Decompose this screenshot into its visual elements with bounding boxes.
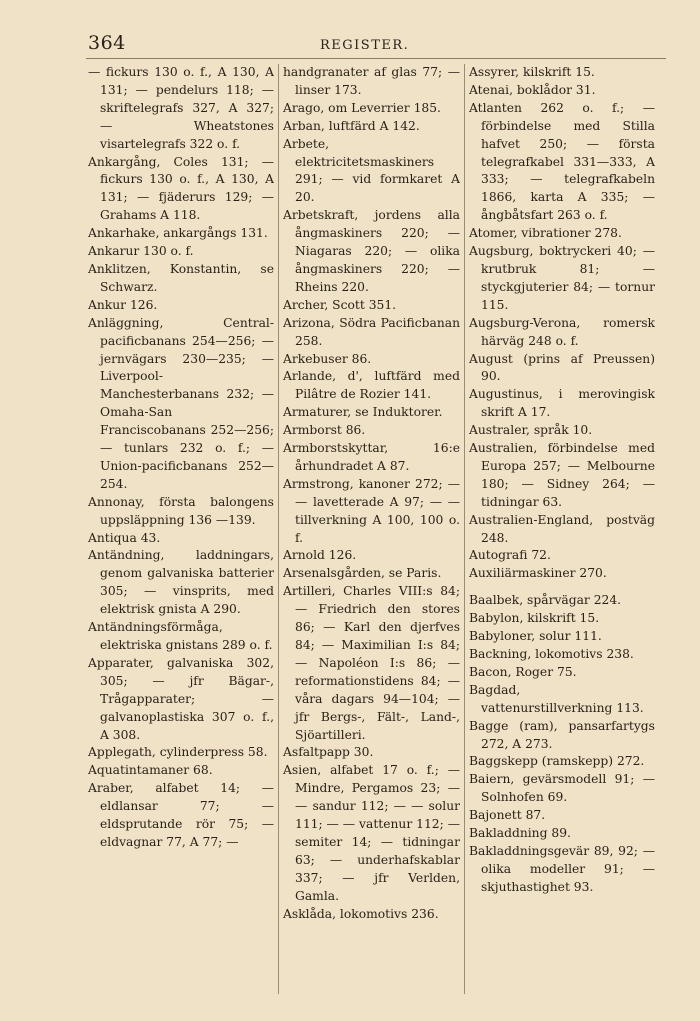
index-entry: August (prins af Preussen) 90. <box>469 351 655 384</box>
index-column-1 <box>88 64 274 994</box>
index-entry: Baalbek, spårvägar 224. <box>469 593 622 608</box>
index-entry: Arago, om Leverrier 185. <box>283 100 441 115</box>
index-entry: Bakladdningsgevär 89, 92; — olika modeller 91; — skjuthastighet 93. <box>469 843 655 894</box>
index-entry: Backning, lokomotivs 238. <box>469 647 634 661</box>
column-divider <box>464 64 465 994</box>
index-entry: Bajonett 87. <box>469 808 546 823</box>
index-entry: Bagdad, vattenurstillverkning 113. <box>469 682 644 715</box>
index-entry: Aquatintamaner 68. <box>88 763 213 778</box>
index-entry: Arban, luftfärd A 142. <box>283 118 420 133</box>
index-entry: Armstrong, kanoner 272; — — lavetterade A 97; — — tillverkning A 100, 100 o. f. <box>283 476 460 545</box>
column-divider <box>278 64 279 994</box>
index-entry: Antändning, laddningars, genom galvaniska batterier 305; — vinsprits, med elektrisk gnista A 290. <box>88 548 274 617</box>
index-entry: Australien, förbindelse med Europa 257; — Melbourne 180; — Sidney 264; — tidningar 63. <box>469 441 655 509</box>
index-entry: Asien, alfabet 17 o. f.; — Mindre, Pergamos 23; — — sandur 112; — — solur 111; — — vattenur 112; — semiter 14; — tidningar 63; — underhafskablar 337; — jfr Verlden, Gamla. <box>283 763 460 903</box>
index-entry: Arnold 126. <box>283 548 357 563</box>
index-entry: Apparater, galvaniska 302, 305; — jfr Bägar-, Trågapparater; — galvanoplastiska 307 o. f., A 308. <box>88 655 274 742</box>
index-entry: Arsenalsgården, se Paris. <box>283 566 442 581</box>
index-entry: Australer, språk 10. <box>469 423 593 438</box>
index-entry: Assyrer, kilskrift 15. <box>469 65 595 79</box>
index-entry: Archer, Scott 351. <box>283 297 397 312</box>
index-entry: Araber, alfabet 14; — eldlansar 77; — eldsprutande rör 75; — eldvagnar 77, A 77; — <box>88 781 274 849</box>
index-entry: Ankargång, Coles 131; — fickurs 130 o. f., A 130, A 131; — fjäderurs 129; — Grahams A 118. <box>88 154 274 223</box>
index-entry: — fickurs 130 o. f., A 130, A 131; — pendelurs 118; — skriftelegrafs 327, A 327; — Wheatstones visartelegrafs 322 o. f. <box>88 65 274 151</box>
running-head: REGISTER. <box>320 38 410 53</box>
index-entry: Armborst 86. <box>283 423 366 438</box>
index-entry: Arlande, d', luftfärd med Pilâtre de Rozier 141. <box>283 369 460 402</box>
index-entry: Anklitzen, Konstantin, se Schwarz. <box>88 261 274 294</box>
index-entry: Babylon, kilskrift 15. <box>469 611 600 626</box>
index-entry: Asklåda, lokomotivs 236. <box>283 906 439 921</box>
index-column-3 <box>469 64 655 994</box>
index-entry: Annonay, första balongens uppsläppning 136 —139. <box>88 494 274 527</box>
index-entry: handgranater af glas 77; — linser 173. <box>283 65 460 97</box>
header-rule <box>86 58 666 59</box>
index-entry: Ankur 126. <box>88 297 158 312</box>
index-entry: Applegath, cylinderpress 58. <box>88 745 268 760</box>
index-entry: Arbete, elektricitetsmaskiners 291; — vid formkaret A 20. <box>283 136 460 205</box>
index-entry: Artilleri, Charles VIII:s 84; — Friedrich den stores 86; — Karl den djerfves 84; — Maximilian I:s 84; — Napoléon I:s 86; — reformationstidens 84; — våra dagars 94—104; — jfr Bergs-, Fält-, Land-, Sjöartilleri. <box>283 584 460 742</box>
index-entry: Auxiliärmaskiner 270. <box>469 566 607 581</box>
index-entry: Ankarur 130 o. f. <box>88 244 194 259</box>
index-entry: Antiqua 43. <box>88 530 161 545</box>
index-entry: Antändningsförmåga, elektriska gnistans 289 o. f. <box>88 620 273 652</box>
index-entry: Bacon, Roger 75. <box>469 664 577 679</box>
index-entry: Atenai, boklådor 31. <box>469 82 596 97</box>
index-entry: Asfaltpapp 30. <box>283 745 374 760</box>
index-entry: Baggskepp (ramskepp) 272. <box>469 754 645 769</box>
index-entry: Australien-England, postväg 248. <box>469 512 655 545</box>
index-entry: Arkebuser 86. <box>283 351 372 366</box>
index-entry: Arizona, Södra Pacificbanan 258. <box>283 315 460 348</box>
index-entry: Atomer, vibrationer 278. <box>469 226 622 241</box>
page-number: 364 <box>88 32 126 54</box>
index-entry: Augustinus, i merovingisk skrift A 17. <box>469 387 655 420</box>
index-entry: Augsburg-Verona, romersk härväg 248 o. f. <box>469 315 655 348</box>
index-entry: Arbetskraft, jordens alla ångmaskiners 220; — Niagaras 220; — olika ångmaskiners 220; — Rheins 220. <box>283 208 460 294</box>
index-entry: Babyloner, solur 111. <box>469 629 602 644</box>
index-entry: Atlanten 262 o. f.; — förbindelse med Stilla hafvet 250; — första telegrafkabel 331—333, A 333; — telegrafkabeln 1866, karta A 335; — ångbåtsfart 263 o. f. <box>469 100 655 223</box>
index-entry: Armborstskyttar, 16:e århundradet A 87. <box>283 441 460 473</box>
index-column-2 <box>283 64 460 994</box>
index-entry: Armaturer, se Induktorer. <box>283 405 443 420</box>
index-entry: Anläggning, Central-pacificbanans 254—256; — jernvägars 230—235; — Liverpool-Manchesterbanans 232; — Omaha-San Franciscobanans 252—256; — tunlars 232 o. f.; — Union-pacificbanans 252—254. <box>88 315 274 491</box>
index-entry: Baiern, gevärsmodell 91; — Solnhofen 69. <box>469 772 655 805</box>
index-entry: Bagge (ram), pansarfartygs 272, A 273. <box>469 718 655 751</box>
index-entry: Autografi 72. <box>469 548 551 563</box>
index-entry: Augsburg, boktryckeri 40; — krutbruk 81; — styckgjuterier 84; — tornur 115. <box>469 244 655 312</box>
index-entry: Ankarhake, ankargångs 131. <box>88 226 268 241</box>
index-entry: Bakladdning 89. <box>469 826 571 841</box>
